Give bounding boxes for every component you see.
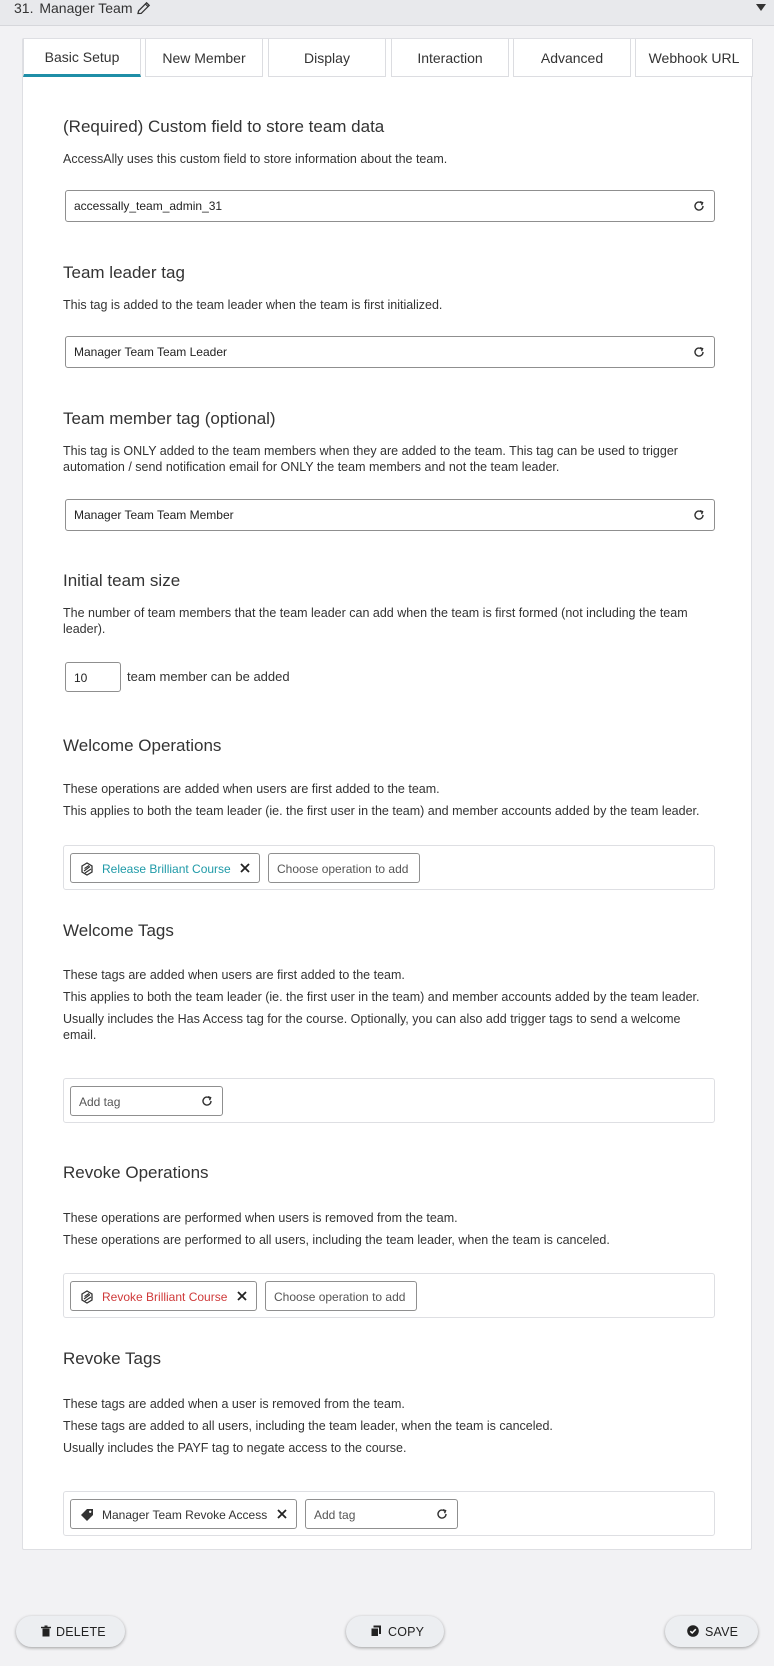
leader-tag-value: Manager Team Team Leader	[74, 345, 227, 359]
section-title	[14, 0, 135, 16]
refresh-icon[interactable]	[693, 346, 705, 358]
copy-icon	[370, 1625, 382, 1637]
revoke-tags-add-label: Add tag	[314, 1508, 356, 1522]
team-size-input[interactable]: 10	[65, 662, 121, 692]
revoke-access-chip[interactable]	[70, 1499, 297, 1529]
welcome-ops-desc-1: These operations are added when users are first added to the team.	[63, 782, 440, 796]
section-header[interactable]	[0, 0, 774, 26]
check-circle-icon	[687, 1625, 699, 1637]
tab-advanced[interactable]: Advanced	[513, 39, 631, 77]
pencil-icon[interactable]	[136, 0, 152, 16]
revoke-tags-desc-2: These tags are added to all users, including the team leader, when the team is canceled.	[63, 1419, 553, 1433]
welcome-ops-desc-2: This applies to both the team leader (ie. the first user in the team) and member accounts added by the team leader.	[63, 804, 700, 818]
leader-tag-desc: This tag is added to the team leader when the team is first initialized.	[63, 298, 443, 312]
chevron-down-icon[interactable]	[756, 4, 766, 12]
save-button[interactable]	[665, 1616, 758, 1647]
delete-label: DELETE	[56, 1625, 106, 1639]
refresh-icon[interactable]	[693, 509, 705, 521]
tab-webhook-url[interactable]: Webhook URL	[635, 39, 753, 77]
section-number: 31.	[14, 0, 34, 16]
tab-display[interactable]: Display	[268, 39, 386, 77]
delete-button[interactable]	[16, 1616, 125, 1647]
custom-field-desc: AccessAlly uses this custom field to store information about the team.	[63, 152, 448, 166]
tab-basic-setup[interactable]: Basic Setup	[23, 39, 141, 77]
custom-field-select[interactable]	[65, 190, 715, 222]
revoke-ops-desc-2: These operations are performed to all users, including the team leader, when the team is canceled.	[63, 1233, 610, 1247]
refresh-icon[interactable]	[201, 1095, 213, 1107]
leader-tag-title: Team leader tag	[63, 263, 185, 282]
member-tag-select[interactable]	[65, 499, 715, 531]
member-tag-desc: This tag is ONLY added to the team members when they are added to the team. This tag can be used to trigger automation / send notification email for ONLY the team members and not the team leader.	[63, 444, 678, 474]
copy-button[interactable]	[346, 1616, 444, 1647]
welcome-tags-desc-2: This applies to both the team leader (ie. the first user in the team) and member accounts added by the team leader.	[63, 990, 700, 1004]
custom-field-title: (Required) Custom field to store team data	[63, 117, 385, 136]
revoke-ops-desc-1: These operations are performed when users is removed from the team.	[63, 1211, 458, 1225]
tab-interaction[interactable]: Interaction	[391, 39, 509, 77]
revoke-ops-title: Revoke Operations	[63, 1163, 209, 1182]
custom-field-value: accessally_team_admin_31	[74, 199, 223, 213]
team-size-desc: The number of team members that the team leader can add when the team is first formed (not including the team leader).	[63, 606, 688, 636]
operation-icon	[80, 862, 94, 876]
welcome-tags-add[interactable]	[70, 1086, 223, 1116]
welcome-tags-box	[63, 1078, 715, 1123]
revoke-course-label: Revoke Brilliant Course	[102, 1290, 228, 1304]
revoke-tags-desc-3: Usually includes the PAYF tag to negate access to the course.	[63, 1441, 407, 1455]
tab-new-member[interactable]: New Member	[145, 39, 263, 77]
revoke-ops-box	[63, 1273, 715, 1318]
operation-icon	[80, 1290, 94, 1304]
trash-icon	[40, 1625, 52, 1637]
tab-bar	[23, 39, 753, 79]
team-size-title: Initial team size	[63, 571, 181, 590]
close-icon[interactable]	[240, 863, 250, 873]
welcome-tags-desc-3: Usually includes the Has Access tag for the course. Optionally, you can also add trigger tags to send a welcome email.	[63, 1012, 681, 1042]
revoke-ops-add[interactable]: Choose operation to add	[265, 1281, 417, 1311]
settings-panel	[22, 38, 752, 1550]
section-name: Manager Team	[39, 0, 133, 16]
release-course-chip[interactable]	[70, 853, 260, 883]
welcome-ops-title: Welcome Operations	[63, 736, 222, 755]
revoke-tags-box	[63, 1491, 715, 1536]
refresh-icon[interactable]	[693, 200, 705, 212]
save-label: SAVE	[705, 1625, 739, 1639]
close-icon[interactable]	[237, 1291, 247, 1301]
tag-icon	[80, 1508, 94, 1522]
member-tag-title: Team member tag (optional)	[63, 409, 276, 428]
close-icon[interactable]	[277, 1509, 287, 1519]
revoke-course-chip[interactable]	[70, 1281, 257, 1311]
revoke-tags-title: Revoke Tags	[63, 1349, 161, 1368]
welcome-tags-desc-1: These tags are added when users are first added to the team.	[63, 968, 405, 982]
welcome-tags-add-label: Add tag	[79, 1095, 121, 1109]
revoke-tags-add[interactable]	[305, 1499, 458, 1529]
welcome-tags-title: Welcome Tags	[63, 921, 174, 940]
leader-tag-select[interactable]	[65, 336, 715, 368]
team-size-suffix: team member can be added	[127, 669, 290, 684]
release-course-label: Release Brilliant Course	[102, 862, 231, 876]
welcome-ops-add[interactable]: Choose operation to add	[268, 853, 420, 883]
member-tag-value: Manager Team Team Member	[74, 508, 234, 522]
refresh-icon[interactable]	[436, 1508, 448, 1520]
revoke-tags-desc-1: These tags are added when a user is removed from the team.	[63, 1397, 405, 1411]
revoke-access-label: Manager Team Revoke Access	[102, 1508, 268, 1522]
welcome-ops-box	[63, 845, 715, 890]
copy-label: COPY	[388, 1625, 425, 1639]
